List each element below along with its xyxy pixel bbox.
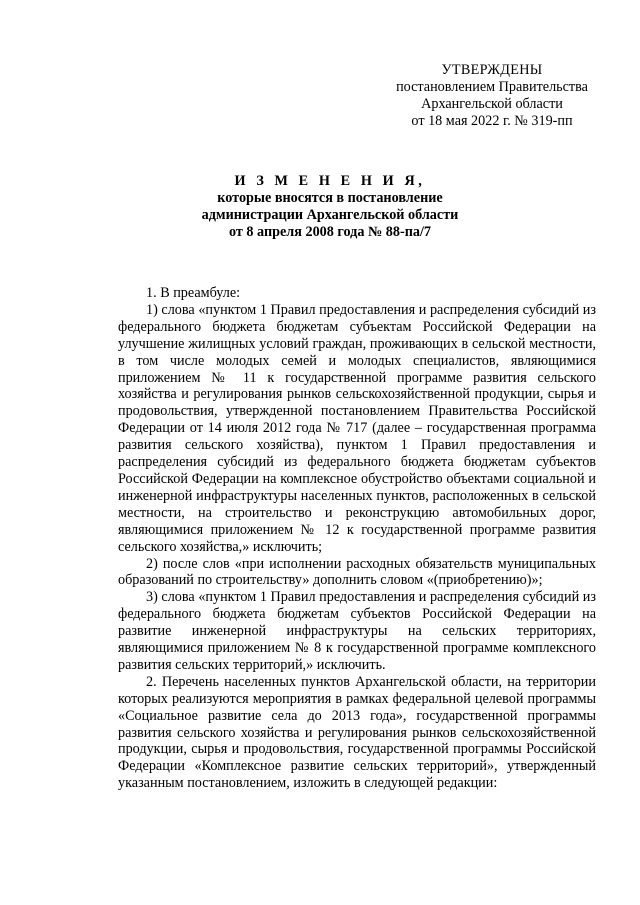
- approval-date-line: от 18 мая 2022 г. № 319-пп: [411, 113, 573, 129]
- paragraph-1: 1. В преамбуле:: [146, 285, 241, 301]
- title-heading: И З М Е Н Е Н И Я,: [234, 173, 426, 189]
- approval-line: Архангельской области: [421, 96, 563, 112]
- paragraph-1-item-1: 1) слова «пунктом 1 Правил предоставления и распределения субсидий из федерального бюджета бюджетам субъектам Российской Федерации на улучшение жилищных условий граждан, проживающих в сельской местности, в том числе молодых семей и молодых специалистов, являющимися приложением № 11 к государственной программе развития сельского хозяйства и регулирования рынков сельскохозяйственной продукции, сырья и продовольствия, утвержденной постановлением Правительства Российской Федерации от 14 июля 2012 года № 717 (далее – государственная программа развития сельского хозяйства), пунктом 1 Правил предоставления и распределения субсидий из федерального бюджета бюджетам субъектов Российской Федерации на комплексное обустройство объектами социальной и инженерной инфраструктуры населенных пунктов, расположенных в сельской местности, на строительство и реконструкцию автомобильных дорог, являющимися приложением № 12 к государственной программе развития сельского хозяйства,» исключить;: [118, 301, 596, 555]
- paragraph-1-item-2: 2) после слов «при исполнении расходных обязательств муниципальных образований по строительству» дополнить словом «(приобретению)»;: [118, 555, 596, 589]
- approval-line: постановлением Правительства: [396, 79, 588, 95]
- document-body: [118, 285, 596, 792]
- title-line: администрации Архангельской области: [201, 207, 459, 223]
- paragraph-2: 2. Перечень населенных пунктов Архангельской области, на территории которых реализуются мероприятия в рамках федеральной целевой программы «Социальное развитие села до 2013 года», государственной программы развития сельского хозяйства и регулирования рынков сельскохозяйственной продукции, сырья и продовольствия, государственной программы Российской Федерации «Комплексное развитие сельских территорий», утвержденный указанным постановлением, изложить в следующей редакции:: [118, 673, 596, 792]
- approval-heading: УТВЕРЖДЕНЫ: [441, 62, 543, 78]
- title-line: которые вносятся в постановление: [217, 190, 443, 206]
- approval-stamp: [376, 62, 608, 130]
- paragraph-1-item-3: 3) слова «пунктом 1 Правил предоставления и распределения субсидий из федерального бюджета бюджетам субъектов Российской Федерации на развитие инженерной инфраструктуры на сельских территориях, являющимися приложением № 8 к государственной программе комплексного развития сельских территорий,» исключить.: [118, 589, 596, 673]
- title-line: от 8 апреля 2008 года № 88-па/7: [228, 224, 432, 240]
- document-title: [120, 173, 540, 241]
